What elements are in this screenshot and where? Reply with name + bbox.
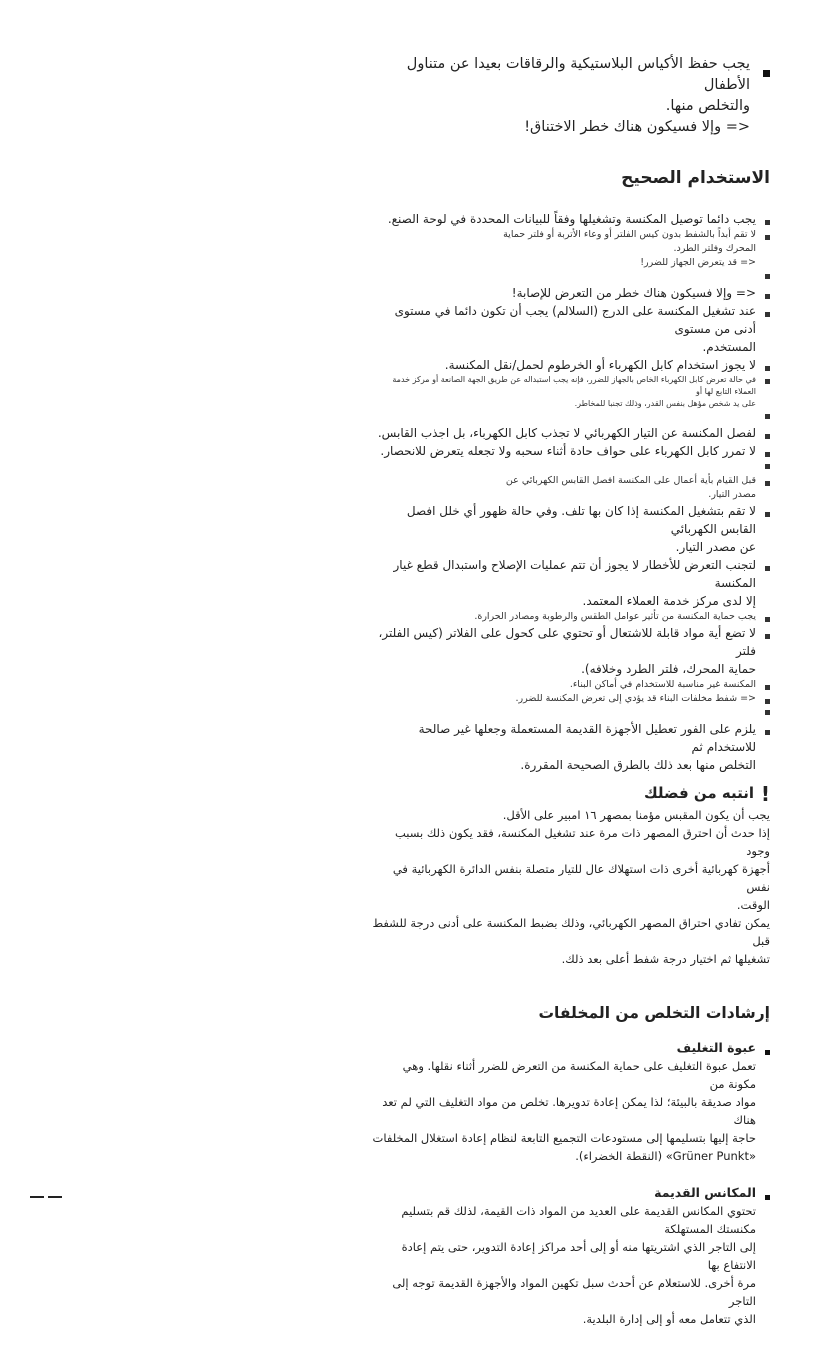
list-item <box>372 410 770 424</box>
bullet-icon <box>765 699 770 704</box>
list-item-text: لا تقم بتشغيل المكنسة إذا كان بها تلف. وفي حالة ظهور أي خلل افصل القابس الكهربائي <box>406 504 756 536</box>
list-item-text: <= وإلا فسيكون هناك خطر من التعرض للإصابة! <box>511 286 756 300</box>
bullet-icon <box>765 414 770 419</box>
list-item <box>372 442 770 460</box>
list-item <box>372 210 770 228</box>
disposal-title: إرشادات التخلص من المخلفات <box>538 1004 770 1022</box>
list-item-text: لا يجوز استخدام كابل الكهرباء أو الخرطوم لحمل/نقل المكنسة. <box>444 358 756 372</box>
list-item <box>372 284 770 302</box>
list-item-text: لفصل المكنسة عن التيار الكهربائي لا تجذب كابل الكهرباء، بل اجذب القابس. <box>377 426 756 440</box>
top-warning-line: يجب حفظ الأكياس البلاستيكية والرقاقات بعيدا عن متناول الأطفال <box>406 56 750 93</box>
attention-line: يجب أن يكون المقبس مؤمنا بمصهر ١٦ امبير على الأقل. <box>502 808 770 822</box>
list-item-text: حماية المحرك، فلتر الطرد وخلافه). <box>581 662 756 676</box>
list-item-text: يجب دائما توصيل المكنسة وتشغيلها وفقاً للبيانات المحددة في لوحة الصنع. <box>387 212 756 226</box>
disposal-item <box>372 1040 770 1165</box>
bullet-icon <box>765 710 770 715</box>
disposal-item <box>372 1185 770 1328</box>
list-item <box>372 424 770 442</box>
list-item <box>372 678 770 692</box>
list-item-text: لا تمرر كابل الكهرباء على حواف حادة أثناء سحبه ولا تجعله يتعرض للانحصار. <box>380 444 756 458</box>
bullet-icon <box>765 634 770 639</box>
bullet-icon <box>765 312 770 317</box>
disposal-line: إلى التاجر الذي اشتريتها منه أو إلى أحد مراكز إعادة التدوير، حتى يتم إعادة الانتفاع بها <box>401 1240 756 1272</box>
bullet-icon <box>765 434 770 439</box>
exclamation-icon: ! <box>760 782 770 806</box>
bullet-icon <box>765 512 770 517</box>
bullet-icon <box>765 566 770 571</box>
attention-heading <box>372 782 770 806</box>
disposal-line: «Grüner Punkt» (النقطة الخضراء). <box>575 1149 756 1163</box>
bullet-icon <box>765 235 770 240</box>
attention-line: الوقت. <box>736 898 770 912</box>
top-warning-line: <= وإلا فسيكون هناك خطر الاختناق! <box>524 119 750 135</box>
attention-line: إذا حدث أن احترق المصهر ذات مرة عند تشغيل المكنسة، فقد يكون ذلك بسبب وجود <box>394 826 770 858</box>
list-item <box>372 610 770 624</box>
list-item-text: عن مصدر التيار. <box>675 540 756 554</box>
bullet-icon <box>765 685 770 690</box>
bullet-icon <box>765 220 770 225</box>
disposal-item-text <box>372 1057 756 1165</box>
list-item <box>372 460 770 474</box>
disposal-item-title: المكانس القديمة <box>654 1185 756 1200</box>
attention-line: أجهزة كهربائية أخرى ذات استهلاك عال للتيار متصلة بنفس الدائرة الكهربائية في نفس <box>392 862 770 894</box>
disposal-item-title: عبوة التغليف <box>676 1040 756 1055</box>
disposal-line: الذي تتعامل معه أو إلى إدارة البلدية. <box>582 1312 756 1326</box>
list-item-text: إلا لدى مركز خدمة العملاء المعتمد. <box>582 594 756 608</box>
attention-title: انتبه من فضلك <box>643 784 754 802</box>
attention-text <box>372 806 770 968</box>
disposal-line: مرة أخرى. للاستعلام عن أحدث سبل تكهين المواد والأجهزة القديمة توجه إلى التاجر <box>392 1276 756 1308</box>
list-item <box>372 356 770 374</box>
correct-use-list <box>372 210 770 774</box>
list-item <box>372 624 770 678</box>
list-item-text: قبل القيام بأية أعمال على المكنسة افصل القابس الكهربائي عن <box>505 475 756 486</box>
list-item <box>372 720 770 774</box>
correct-use-title: الاستخدام الصحيح <box>621 168 770 188</box>
disposal-line: تعمل عبوة التغليف على حماية المكنسة من التعرض للضرر أثناء نقلها. وهي مكونة من <box>402 1059 756 1091</box>
document-column <box>372 54 770 1348</box>
list-item-text: يلزم على الفور تعطيل الأجهزة القديمة المستعملة وجعلها غير صالحة للاستخدام ثم <box>418 722 756 754</box>
list-item-text: على يد شخص مؤهل بنفس القدر، وذلك تجنبا للمخاطر. <box>574 399 756 408</box>
list-item-text: المستخدم. <box>702 340 756 354</box>
list-item-text: <= شفط مخلفات البناء قد يؤدي إلى تعرض المكنسة للضرر. <box>515 693 756 704</box>
list-item <box>372 692 770 706</box>
bullet-icon <box>765 452 770 457</box>
attention-line: يمكن تفادي احتراق المصهر الكهربائي، وذلك بضبط المكنسة على أدنى درجة للشفط قبل <box>372 916 770 948</box>
list-item-text: عند تشغيل المكنسة على الدرج (السلالم) يجب أن تكون دائما في مستوى أدنى من مستوى <box>394 304 756 336</box>
bullet-icon <box>763 70 770 77</box>
disposal-line: تحتوي المكانس القديمة على العديد من المواد ذات القيمة، لذلك قم بتسليم مكنستك المستهلكة <box>401 1204 756 1236</box>
bullet-icon <box>765 481 770 486</box>
disposal-item-text <box>372 1202 756 1328</box>
top-warning-line: والتخلص منها. <box>665 98 750 114</box>
list-item-text: <= قد يتعرض الجهاز للضرر! <box>640 257 756 268</box>
list-item <box>372 474 770 502</box>
attention-line: تشغيلها ثم اختيار درجة شفط أعلى بعد ذلك. <box>561 952 770 966</box>
list-item <box>372 502 770 556</box>
list-item-text: لا تضع أية مواد قابلة للاشتعال أو تحتوي على كحول على الفلاتر (كيس الفلتر، فلتر <box>378 626 756 658</box>
bullet-icon <box>765 464 770 469</box>
list-item-text: المحرك وفلتر الطرد. <box>673 243 756 254</box>
top-warning <box>372 54 770 138</box>
disposal-list <box>372 1040 770 1328</box>
disposal-line: حاجة إليها بتسليمها إلى مستودعات التجميع التابعة لنظام إعادة استغلال المخلفات <box>372 1131 756 1145</box>
list-item <box>372 228 770 270</box>
bullet-icon <box>765 274 770 279</box>
list-item <box>372 706 770 720</box>
list-item-text: التخلص منها بعد ذلك بالطرق الصحيحة المقررة. <box>520 758 756 772</box>
bullet-icon <box>765 617 770 622</box>
bullet-icon <box>765 379 770 384</box>
disposal-line: مواد صديقة بالبيئة؛ لذا يمكن إعادة تدويرها. تخلص من مواد التغليف التي لم تعد هناك <box>382 1095 756 1127</box>
bullet-icon <box>765 1195 770 1200</box>
list-item <box>372 556 770 610</box>
list-item <box>372 374 770 410</box>
list-item <box>372 270 770 284</box>
list-item-text: لا تقم أبداً بالشفط بدون كيس الفلتر أو وعاء الأتربة أو فلتر حماية <box>503 229 756 240</box>
list-item-text: مصدر التيار. <box>708 489 756 500</box>
list-item <box>372 302 770 356</box>
list-item-text: لتجنب التعرض للأخطار لا يجوز أن تتم عمليات الإصلاح واستبدال قطع غيار المكنسة <box>393 558 756 590</box>
list-item-text: المكنسة غير مناسبة للاستخدام في أماكن البناء. <box>569 679 756 690</box>
list-item-text: في حالة تعرض كابل الكهرباء الخاص بالجهاز للضرر، فإنه يجب استبداله عن طريق الجهة الصانعة أو مركز خدمة العملاء التابع لها أو <box>392 375 756 396</box>
attention-box <box>372 784 770 968</box>
list-item-text: يجب حماية المكنسة من تأثير عوامل الطقس والرطوبة ومصادر الحرارة. <box>474 611 756 622</box>
bullet-icon <box>765 730 770 735</box>
bullet-icon <box>765 1050 770 1055</box>
bullet-icon <box>765 294 770 299</box>
bullet-icon <box>765 366 770 371</box>
